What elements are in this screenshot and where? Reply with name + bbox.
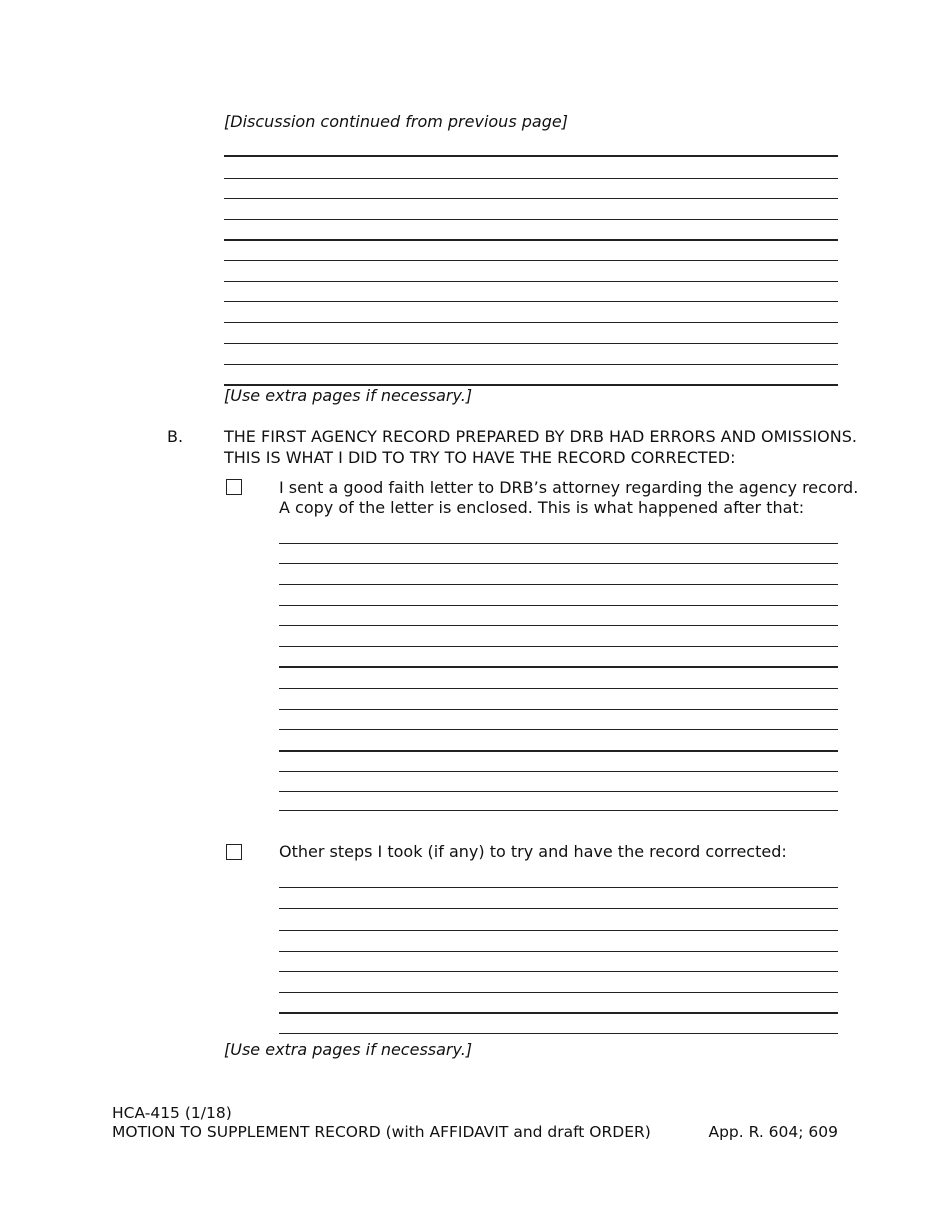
- form-title: MOTION TO SUPPLEMENT RECORD (with AFFIDAVIT and draft ORDER): [112, 1123, 651, 1141]
- section-letter: B.: [167, 427, 184, 446]
- writing-line[interactable]: [279, 1012, 838, 1014]
- extra-pages-note: [Use extra pages if necessary.]: [224, 386, 473, 405]
- writing-line[interactable]: [224, 239, 838, 241]
- writing-line[interactable]: [279, 887, 838, 888]
- section-heading-line-1: THE FIRST AGENCY RECORD PREPARED BY DRB HAD ERRORS AND OMISSIONS.: [224, 427, 857, 446]
- writing-line[interactable]: [279, 688, 838, 689]
- writing-line[interactable]: [279, 666, 838, 668]
- writing-line[interactable]: [279, 791, 838, 792]
- writing-line[interactable]: [279, 750, 838, 752]
- form-id: HCA-415 (1/18): [112, 1104, 232, 1122]
- writing-line[interactable]: [279, 951, 838, 952]
- writing-line[interactable]: [279, 971, 838, 972]
- extra-pages-note: [Use extra pages if necessary.]: [224, 1040, 473, 1059]
- good-faith-letter-checkbox[interactable]: [226, 479, 242, 495]
- writing-line[interactable]: [279, 930, 838, 931]
- writing-line[interactable]: [224, 343, 838, 344]
- option-1-line-1: I sent a good faith letter to DRB’s attorney regarding the agency record.: [279, 478, 859, 497]
- section-heading-line-2: THIS IS WHAT I DID TO TRY TO HAVE THE RECORD CORRECTED:: [224, 448, 736, 467]
- writing-line[interactable]: [279, 543, 838, 544]
- writing-line[interactable]: [224, 301, 838, 302]
- writing-line[interactable]: [279, 584, 838, 585]
- writing-line[interactable]: [279, 709, 838, 710]
- writing-line[interactable]: [224, 198, 838, 199]
- continued-note: [Discussion continued from previous page]: [224, 112, 568, 131]
- other-steps-checkbox[interactable]: [226, 844, 242, 860]
- writing-line[interactable]: [224, 178, 838, 179]
- writing-line[interactable]: [279, 908, 838, 909]
- writing-line[interactable]: [279, 605, 838, 606]
- option-1-line-2: A copy of the letter is enclosed. This is what happened after that:: [279, 498, 805, 517]
- writing-line[interactable]: [279, 771, 838, 772]
- writing-line[interactable]: [279, 729, 838, 730]
- writing-line[interactable]: [224, 364, 838, 365]
- writing-line[interactable]: [279, 646, 838, 647]
- writing-line[interactable]: [279, 625, 838, 626]
- writing-line[interactable]: [224, 219, 838, 220]
- option-2-label: Other steps I took (if any) to try and have the record corrected:: [279, 842, 787, 861]
- rule-reference: App. R. 604; 609: [708, 1123, 838, 1141]
- writing-line[interactable]: [224, 322, 838, 323]
- writing-line[interactable]: [279, 563, 838, 564]
- writing-line[interactable]: [224, 281, 838, 282]
- writing-line[interactable]: [279, 810, 838, 811]
- writing-line[interactable]: [279, 1033, 838, 1034]
- writing-line[interactable]: [224, 155, 838, 157]
- writing-line[interactable]: [224, 260, 838, 261]
- writing-line[interactable]: [279, 992, 838, 993]
